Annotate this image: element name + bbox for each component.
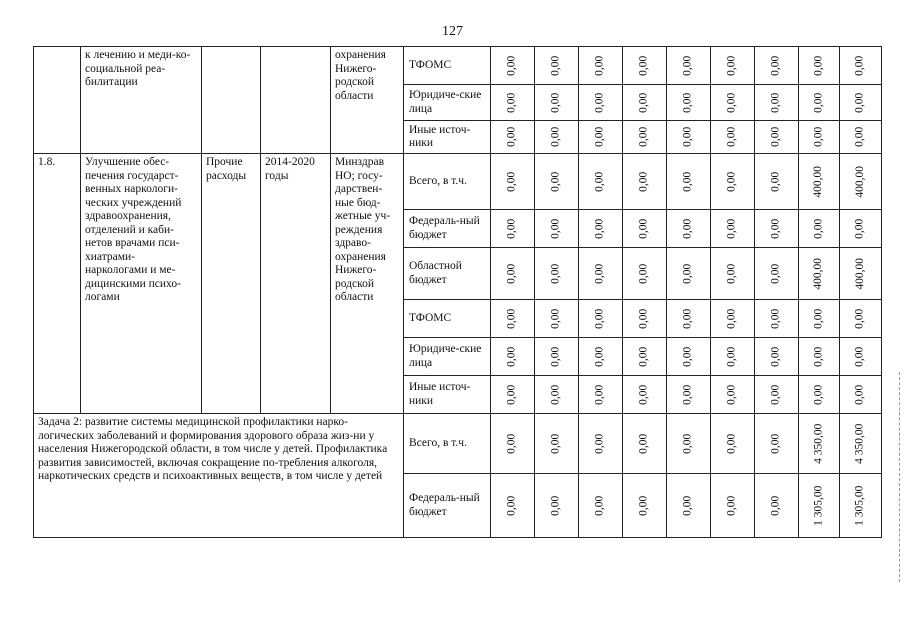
- value-cell: [667, 154, 711, 210]
- value-cell: [579, 300, 623, 338]
- measure-cell: [81, 47, 202, 154]
- value-cell: [711, 376, 755, 414]
- value-cell: [623, 47, 667, 85]
- value-text: 0,00: [637, 384, 650, 405]
- value-text: 0,00: [505, 126, 518, 148]
- value-cell: [491, 210, 535, 248]
- value-cell: [579, 121, 623, 154]
- value-cell: [579, 47, 623, 85]
- value-cell: [755, 85, 799, 121]
- value-text: 0,00: [681, 308, 694, 329]
- value-text: 0,00: [812, 346, 825, 367]
- value-cell: [579, 154, 623, 210]
- value-text: 0,00: [549, 384, 562, 405]
- value-cell: [623, 338, 667, 376]
- value-text: 0,00: [725, 171, 738, 192]
- value-cell: [755, 121, 799, 154]
- period-cell: [261, 47, 331, 154]
- value-text: 0,00: [637, 55, 650, 76]
- value-cell: [623, 300, 667, 338]
- value-text: 0,00: [505, 308, 518, 329]
- value-text: 0,00: [637, 218, 650, 239]
- task-description-cell: [34, 414, 404, 538]
- value-text: 0,00: [505, 346, 518, 367]
- value-cell: [667, 248, 711, 300]
- value-text: 0,00: [725, 346, 738, 367]
- value-text: 0,00: [725, 384, 738, 405]
- value-text: 0,00: [593, 384, 606, 405]
- value-text: 0,00: [681, 346, 694, 367]
- value-text: 0,00: [725, 308, 738, 329]
- value-cell: [755, 474, 799, 538]
- measure-cell: [81, 154, 202, 414]
- value-cell: [840, 300, 881, 338]
- value-cell: [491, 300, 535, 338]
- value-text: 0,00: [769, 384, 782, 405]
- funding-source: [404, 376, 491, 414]
- executor-cell: [331, 47, 404, 154]
- value-text: 0,00: [681, 218, 694, 239]
- value-cell: [623, 474, 667, 538]
- value-text: 0,00: [637, 126, 650, 148]
- value-text: 0,00: [853, 126, 866, 148]
- value-text: 0,00: [853, 92, 866, 113]
- value-text: 0,00: [681, 433, 694, 454]
- funding-source-label: Юридиче-ские лица: [409, 343, 482, 369]
- funding-source: [404, 121, 491, 154]
- funding-source-label: Областной бюджет: [409, 260, 462, 286]
- funding-source: [404, 338, 491, 376]
- value-cell: [711, 248, 755, 300]
- measure-text: Улучшение обес-печения государст-венных наркологи-ческих учреждений здравоохранения, отделений и каби-нетов врачами пси-хиатрами-наркологами и ме-дицинскими психо-логами: [85, 156, 182, 303]
- value-cell: [491, 376, 535, 414]
- value-text: 0,00: [593, 308, 606, 329]
- value-cell: [491, 474, 535, 538]
- value-cell: [623, 376, 667, 414]
- value-text: 0,00: [681, 384, 694, 405]
- value-cell: [711, 85, 755, 121]
- value-cell: [840, 85, 881, 121]
- table-body: [34, 47, 882, 538]
- value-text: 0,00: [549, 495, 562, 516]
- value-text: 0,00: [549, 171, 562, 192]
- value-text: 0,00: [681, 263, 694, 284]
- value-text: 0,00: [769, 433, 782, 454]
- value-text: 1 305,00: [853, 485, 866, 526]
- funding-source-label: ТФОМС: [409, 58, 452, 71]
- value-text: 0,00: [725, 92, 738, 113]
- funding-source: [404, 474, 491, 538]
- value-text: 0,00: [812, 126, 825, 148]
- value-cell: [711, 121, 755, 154]
- funding-source: [404, 85, 491, 121]
- executor-cell: [331, 154, 404, 414]
- value-text: 0,00: [593, 55, 606, 76]
- value-text: 0,00: [505, 55, 518, 76]
- category-text: Прочие расходы: [206, 156, 247, 182]
- value-cell: [840, 338, 881, 376]
- value-text: 0,00: [769, 495, 782, 516]
- value-cell: [491, 85, 535, 121]
- value-text: 0,00: [681, 495, 694, 516]
- value-text: 0,00: [812, 218, 825, 239]
- value-text: 0,00: [505, 384, 518, 405]
- value-cell: [711, 300, 755, 338]
- value-text: 4 350,00: [812, 423, 825, 464]
- value-text: 0,00: [769, 218, 782, 239]
- value-text: 0,00: [505, 263, 518, 284]
- value-text: 0,00: [769, 308, 782, 329]
- item-number: 1.8.: [38, 156, 56, 168]
- value-text: 4 350,00: [853, 423, 866, 464]
- value-cell: [535, 474, 579, 538]
- value-text: 0,00: [853, 346, 866, 367]
- value-text: 0,00: [637, 263, 650, 284]
- value-cell: [535, 338, 579, 376]
- value-cell: [755, 338, 799, 376]
- value-text: 0,00: [725, 218, 738, 239]
- value-cell: [711, 47, 755, 85]
- value-cell: [491, 121, 535, 154]
- value-text: 400,00: [812, 165, 825, 198]
- value-text: 0,00: [725, 55, 738, 76]
- funding-source: [404, 210, 491, 248]
- value-cell: [711, 154, 755, 210]
- value-text: 0,00: [505, 433, 518, 454]
- value-cell: [755, 210, 799, 248]
- value-cell: [799, 248, 840, 300]
- funding-source: [404, 47, 491, 85]
- value-text: 1 305,00: [812, 485, 825, 526]
- value-text: 0,00: [549, 55, 562, 76]
- value-text: 0,00: [769, 126, 782, 148]
- value-text: 0,00: [812, 384, 825, 405]
- value-text: 0,00: [853, 384, 866, 405]
- value-cell: [535, 47, 579, 85]
- funding-source-label: Иные источ-ники: [409, 123, 471, 149]
- value-text: 0,00: [593, 171, 606, 192]
- value-text: 0,00: [725, 495, 738, 516]
- value-text: 0,00: [505, 218, 518, 239]
- table-row: [34, 154, 882, 210]
- value-text: 0,00: [637, 495, 650, 516]
- value-text: 0,00: [593, 346, 606, 367]
- value-text: 0,00: [549, 433, 562, 454]
- value-cell: [579, 338, 623, 376]
- value-cell: [840, 248, 881, 300]
- funding-source-label: Федераль-ный бюджет: [409, 215, 480, 241]
- value-text: 0,00: [725, 263, 738, 284]
- executor-text: охранения Нижего-родской области: [335, 49, 386, 102]
- item-number-cell: [34, 154, 81, 414]
- value-cell: [491, 414, 535, 474]
- measure-text: к лечению и меди-ко-социальной реа-билитации: [85, 49, 191, 88]
- value-cell: [667, 376, 711, 414]
- value-text: 400,00: [812, 257, 825, 290]
- category-cell: [202, 154, 261, 414]
- value-cell: [491, 338, 535, 376]
- funding-source-label: Всего, в т.ч.: [409, 174, 467, 187]
- value-cell: [711, 414, 755, 474]
- category-cell: [202, 47, 261, 154]
- value-text: 0,00: [593, 126, 606, 148]
- value-cell: [755, 248, 799, 300]
- value-cell: [755, 300, 799, 338]
- table-row: [34, 47, 882, 85]
- value-cell: [667, 121, 711, 154]
- value-cell: [623, 121, 667, 154]
- value-cell: [840, 474, 881, 538]
- value-cell: [667, 474, 711, 538]
- value-text: 0,00: [725, 126, 738, 148]
- value-text: 0,00: [637, 171, 650, 192]
- value-text: 0,00: [593, 92, 606, 113]
- value-text: 0,00: [593, 218, 606, 239]
- value-cell: [579, 248, 623, 300]
- value-text: 0,00: [505, 171, 518, 192]
- funding-source-label: Иные источ-ники: [409, 381, 471, 407]
- value-cell: [799, 210, 840, 248]
- value-cell: [711, 338, 755, 376]
- period-cell: [261, 154, 331, 414]
- value-text: 0,00: [637, 346, 650, 367]
- value-cell: [535, 414, 579, 474]
- value-cell: [799, 47, 840, 85]
- value-cell: [667, 300, 711, 338]
- value-cell: [799, 300, 840, 338]
- value-text: 0,00: [769, 92, 782, 113]
- value-cell: [799, 414, 840, 474]
- value-cell: [667, 47, 711, 85]
- funding-source-label: Юридиче-ские лица: [409, 89, 482, 115]
- value-cell: [535, 210, 579, 248]
- value-cell: [535, 248, 579, 300]
- value-cell: [799, 474, 840, 538]
- funding-source-label: Всего, в т.ч.: [409, 436, 467, 449]
- funding-source-label: Федераль-ный бюджет: [409, 492, 480, 518]
- value-cell: [623, 414, 667, 474]
- value-cell: [535, 121, 579, 154]
- value-text: 0,00: [853, 218, 866, 239]
- period-text: 2014-2020 годы: [265, 156, 315, 182]
- value-cell: [711, 210, 755, 248]
- value-text: 0,00: [549, 218, 562, 239]
- value-text: 0,00: [812, 55, 825, 76]
- value-cell: [799, 376, 840, 414]
- value-cell: [491, 47, 535, 85]
- budget-table: [33, 46, 882, 538]
- value-text: 0,00: [549, 92, 562, 113]
- value-cell: [755, 376, 799, 414]
- value-text: 400,00: [853, 165, 866, 198]
- value-cell: [491, 248, 535, 300]
- value-cell: [535, 154, 579, 210]
- value-cell: [755, 47, 799, 85]
- value-cell: [840, 47, 881, 85]
- value-text: 0,00: [505, 92, 518, 113]
- value-text: 0,00: [593, 495, 606, 516]
- value-text: 0,00: [637, 92, 650, 113]
- value-cell: [623, 85, 667, 121]
- value-text: 0,00: [681, 171, 694, 192]
- funding-source: [404, 300, 491, 338]
- value-text: 0,00: [853, 55, 866, 76]
- value-cell: [840, 210, 881, 248]
- value-text: 0,00: [769, 55, 782, 76]
- value-text: 0,00: [853, 308, 866, 329]
- page-number: 127: [442, 24, 463, 39]
- value-cell: [623, 154, 667, 210]
- value-cell: [840, 414, 881, 474]
- value-text: 0,00: [769, 171, 782, 192]
- value-text: 0,00: [549, 263, 562, 284]
- value-cell: [667, 210, 711, 248]
- value-cell: [711, 474, 755, 538]
- funding-source-label: ТФОМС: [409, 311, 452, 324]
- value-cell: [799, 154, 840, 210]
- value-cell: [579, 376, 623, 414]
- value-cell: [623, 210, 667, 248]
- value-cell: [799, 338, 840, 376]
- value-cell: [755, 154, 799, 210]
- value-text: 0,00: [681, 126, 694, 148]
- table-row: [34, 414, 882, 474]
- value-cell: [623, 248, 667, 300]
- value-text: 0,00: [593, 263, 606, 284]
- task-text: Задача 2: развитие системы медицинской профилактики нарко-логических заболеваний и формирования здорового образа жиз-ни у населения Нижегородской области, в том числе у детей. Профилактика развития зависимостей, включая сокращение по-требления алкоголя, наркотических средств и психоактивных веществ, в том числе у детей: [38, 416, 388, 482]
- value-cell: [667, 414, 711, 474]
- value-cell: [579, 85, 623, 121]
- value-cell: [840, 121, 881, 154]
- value-cell: [840, 376, 881, 414]
- value-cell: [667, 85, 711, 121]
- value-cell: [799, 121, 840, 154]
- value-cell: [579, 414, 623, 474]
- value-cell: [535, 300, 579, 338]
- funding-source: [404, 248, 491, 300]
- value-text: 0,00: [812, 92, 825, 113]
- value-text: 0,00: [637, 433, 650, 454]
- value-text: 0,00: [681, 92, 694, 113]
- value-cell: [799, 85, 840, 121]
- value-text: 0,00: [681, 55, 694, 76]
- value-text: 400,00: [853, 257, 866, 290]
- value-cell: [535, 376, 579, 414]
- value-text: 0,00: [725, 433, 738, 454]
- value-cell: [755, 414, 799, 474]
- value-cell: [579, 474, 623, 538]
- value-text: 0,00: [769, 263, 782, 284]
- executor-text: Минздрав НО; госу-дарствен-ные бюд-жетные уч-реждения здраво-охранения Нижего-родской области: [335, 156, 391, 303]
- value-cell: [579, 210, 623, 248]
- value-text: 0,00: [593, 433, 606, 454]
- value-text: 0,00: [637, 308, 650, 329]
- value-text: 0,00: [769, 346, 782, 367]
- margin-dash-line: [899, 372, 901, 582]
- value-cell: [840, 154, 881, 210]
- value-text: 0,00: [812, 308, 825, 329]
- value-text: 0,00: [549, 308, 562, 329]
- value-text: 0,00: [549, 126, 562, 148]
- value-cell: [535, 85, 579, 121]
- value-text: 0,00: [549, 346, 562, 367]
- funding-source: [404, 414, 491, 474]
- value-cell: [491, 154, 535, 210]
- funding-source: [404, 154, 491, 210]
- item-number-cell: [34, 47, 81, 154]
- value-text: 0,00: [505, 495, 518, 516]
- value-cell: [667, 338, 711, 376]
